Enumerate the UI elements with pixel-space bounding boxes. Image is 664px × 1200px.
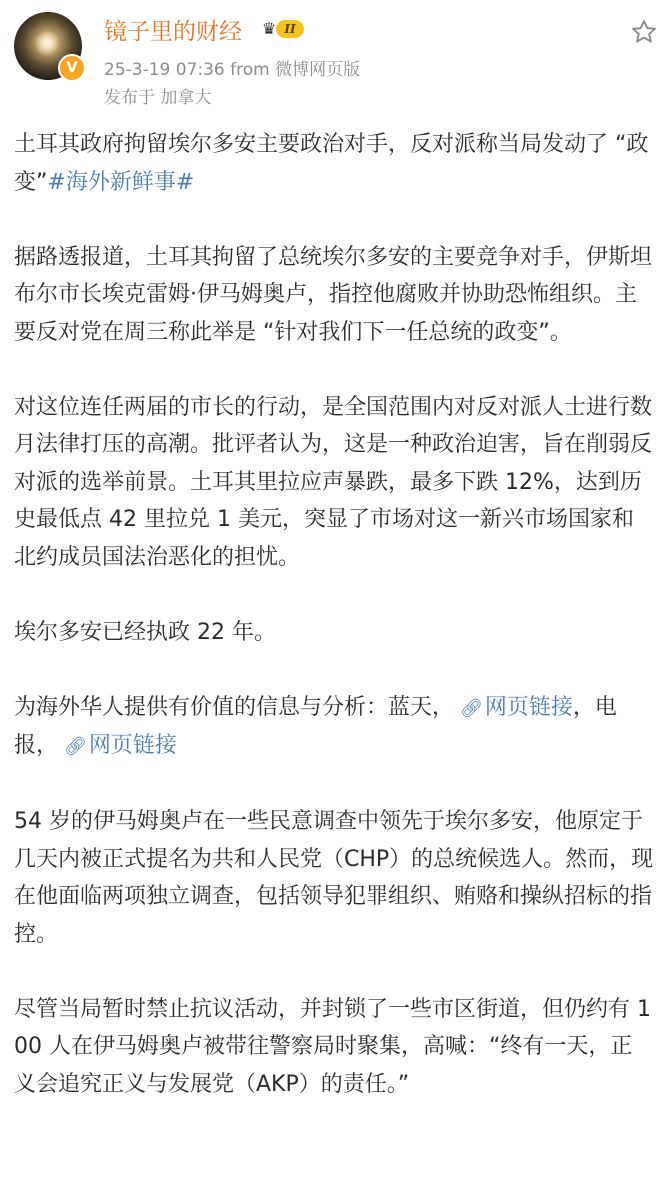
paragraph-crackdown: 对这位连任两届的市长的行动，是全国范围内对反对派人士进行数月法律打压的高潮。批评者认为，这是一种政治迫害，旨在削弱反对派的选举前景。土耳其里拉应声暴跌，最多下跌 12%，达到历史最低点 42 里拉兑 1 美元，突显了市场对这一新兴市场国家和北约成员国法治恶化的担忧。 [14, 394, 653, 570]
crown-icon: ♛ [261, 19, 277, 38]
star-outline-icon[interactable] [630, 18, 658, 46]
post-body [14, 126, 654, 1141]
paragraph-erdogan-tenure: 埃尔多安已经执政 22 年。 [14, 619, 276, 645]
link-icon: 🔗︎ [460, 697, 483, 719]
avatar-image [34, 30, 60, 56]
paragraph-reuters: 据路透报道，土耳其拘留了总统埃尔多安的主要竞争对手，伊斯坦布尔市长埃克雷姆·伊马姆奥卢，指控他腐败并协助恐怖组织。主要反对党在周三称此举是 “针对我们下一任总统的政变”。 [14, 244, 653, 345]
post-headline [14, 126, 654, 201]
level-label: II [276, 20, 304, 38]
paragraph-protest: 尽管当局暂时禁止抗议活动，并封锁了一些市区街道，但仍约有 100 人在伊马姆奥卢被带往警察局时聚集，高喊：“终有一天，正义会追究正义与发展党（AKP）的责任。” [14, 996, 651, 1097]
verified-badge: V [58, 54, 86, 82]
links-prefix: 为海外华人提供有价值的信息与分析：蓝天， [14, 694, 455, 720]
links-middle: ，电报， [14, 694, 617, 758]
hashtag-link[interactable]: #海外新鲜事# [47, 169, 195, 195]
link-icon: 🔗︎ [64, 736, 87, 757]
username[interactable]: 镜子里的财经 [104, 19, 242, 45]
paragraph-links [14, 689, 654, 766]
avatar[interactable] [14, 12, 82, 80]
post-location: 发布于 加拿大 [104, 88, 212, 108]
post-meta: 25-3-19 07:36 from 微博网页版 [104, 60, 361, 80]
headline-text: 土耳其政府拘留埃尔多安主要政治对手，反对派称当局发动了 “政变” [14, 132, 649, 195]
paragraph-imamoglu: 54 岁的伊马姆奥卢在一些民意调查中领先于埃尔多安，他原定于几天内被正式提名为共和人民党（CHP）的总统候选人。然而，现在他面临两项独立调查，包括领导犯罪组织、贿赂和操纵招标的指控。 [14, 809, 654, 947]
web-link-bluesky[interactable]: 网页链接 [484, 694, 573, 720]
web-link-telegram[interactable]: 网页链接 [88, 733, 177, 758]
post-header [0, 0, 664, 110]
level-badge[interactable] [258, 17, 306, 41]
